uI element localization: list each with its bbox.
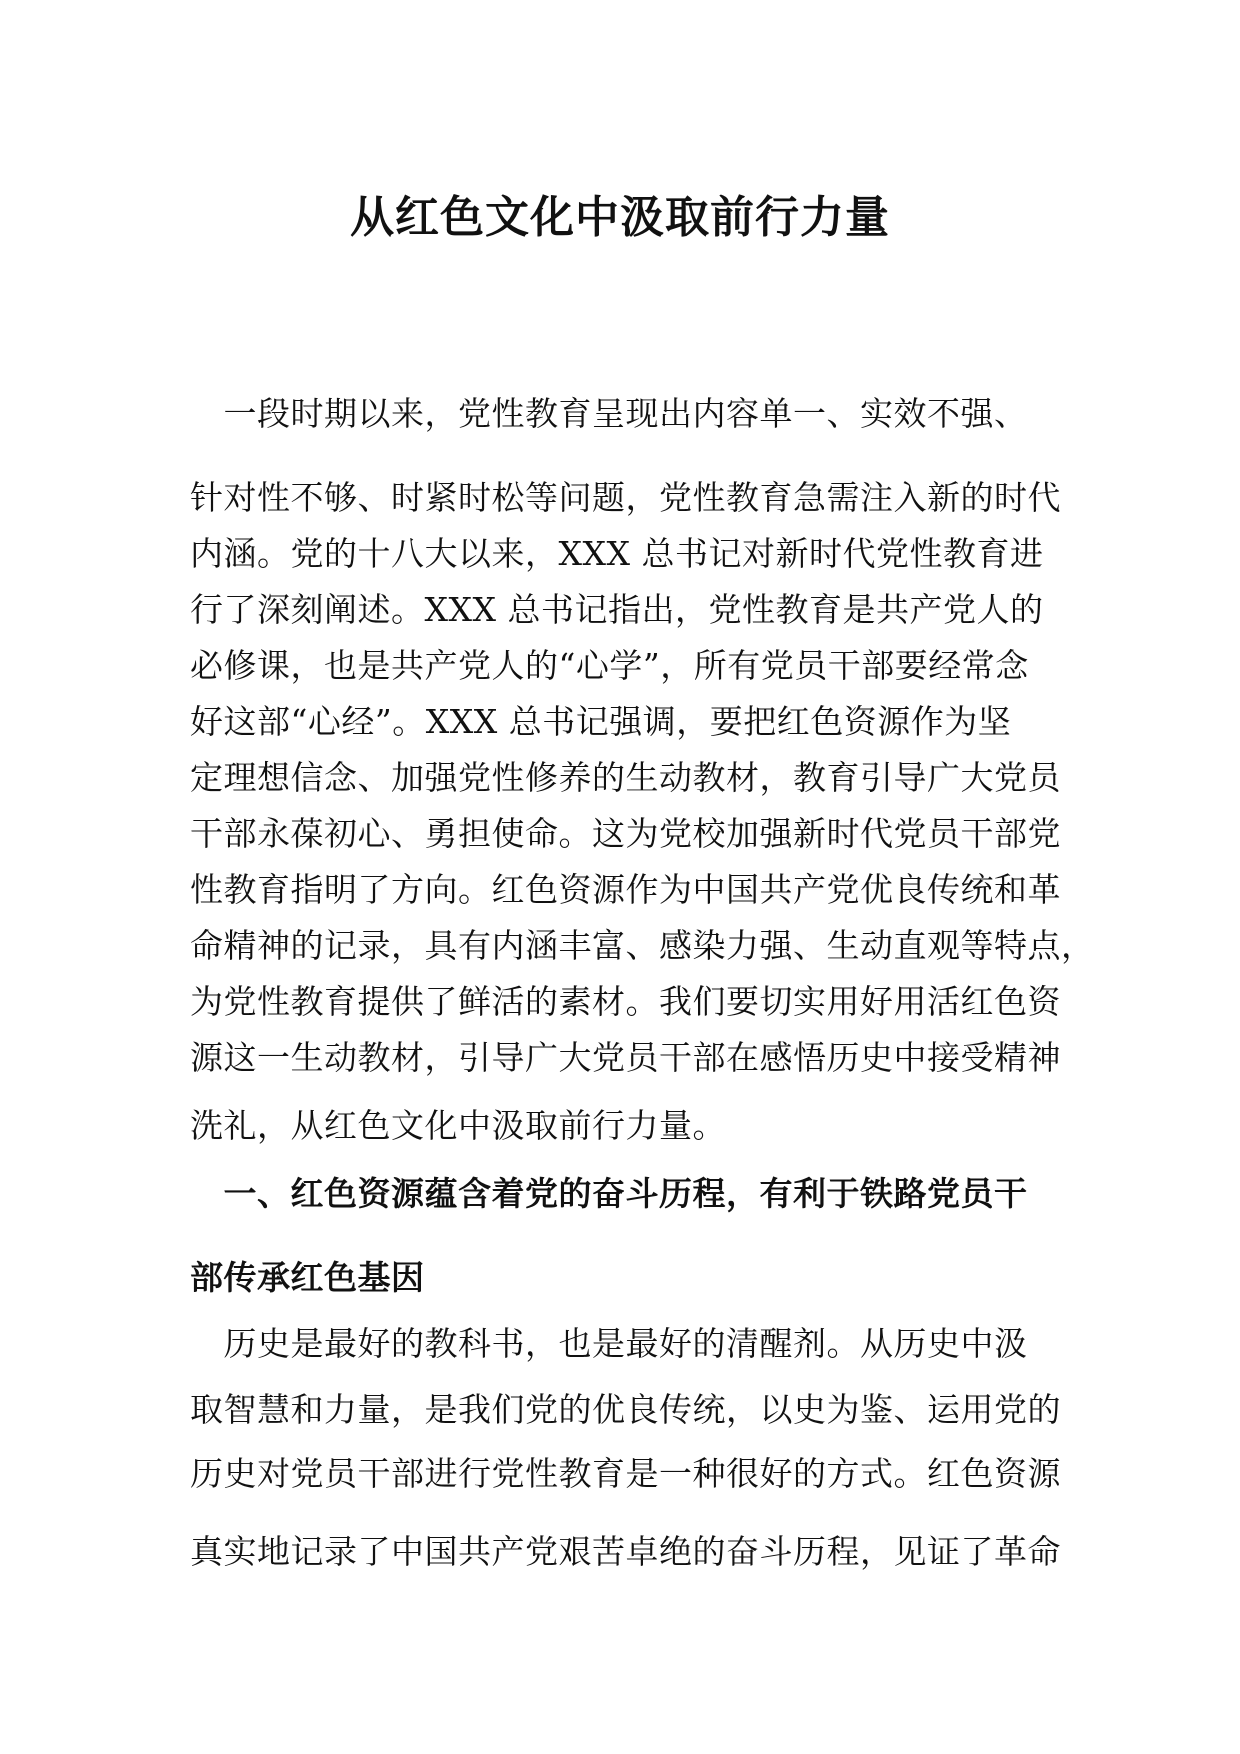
paragraph-2-line: 真实地记录了中国共产党艰苦卓绝的奋斗历程，见证了革命	[190, 1532, 1061, 1571]
paragraph-1-line: 好这部“心经”。XXX 总书记强调，要把红色资源作为坚	[190, 702, 1012, 741]
paragraph-1-line: 内涵。党的十八大以来，XXX 总书记对新时代党性教育进	[190, 534, 1044, 573]
paragraph-1-line: 性教育指明了方向。红色资源作为中国共产党优良传统和革	[190, 870, 1061, 909]
paragraph-1-line: 一段时期以来，党性教育呈现出内容单一、实效不强、	[190, 394, 1028, 433]
paragraph-2-line: 取智慧和力量，是我们党的优良传统，以史为鉴、运用党的	[190, 1390, 1061, 1429]
paragraph-2-line: 历史对党员干部进行党性教育是一种很好的方式。红色资源	[190, 1454, 1061, 1493]
section-heading-line: 一、红色资源蕴含着党的奋斗历程，有利于铁路党员干	[190, 1174, 1028, 1213]
paragraph-1-line: 针对性不够、时紧时松等问题，党性教育急需注入新的时代	[190, 478, 1061, 517]
paragraph-1-line: 源这一生动教材，引导广大党员干部在感悟历史中接受精神	[190, 1038, 1061, 1077]
paragraph-1-line: 定理想信念、加强党性修养的生动教材，教育引导广大党员	[190, 758, 1061, 797]
paragraph-1-line: 干部永葆初心、勇担使命。这为党校加强新时代党员干部党	[190, 814, 1061, 853]
document-title: 从红色文化中汲取前行力量	[350, 192, 890, 243]
section-heading-line: 部传承红色基因	[190, 1258, 425, 1297]
paragraph-1-line: 洗礼，从红色文化中汲取前行力量。	[190, 1106, 726, 1145]
paragraph-1-line: 行了深刻阐述。XXX 总书记指出，党性教育是共产党人的	[190, 590, 1044, 629]
paragraph-1-line: 必修课，也是共产党人的“心学”，所有党员干部要经常念	[190, 646, 1029, 685]
paragraph-1-line: 为党性教育提供了鲜活的素材。我们要切实用好用活红色资	[190, 982, 1061, 1021]
paragraph-2-line: 历史是最好的教科书，也是最好的清醒剂。从历史中汲	[190, 1324, 1028, 1363]
paragraph-1-line: 命精神的记录，具有内涵丰富、感染力强、生动直观等特点，	[190, 926, 1095, 965]
